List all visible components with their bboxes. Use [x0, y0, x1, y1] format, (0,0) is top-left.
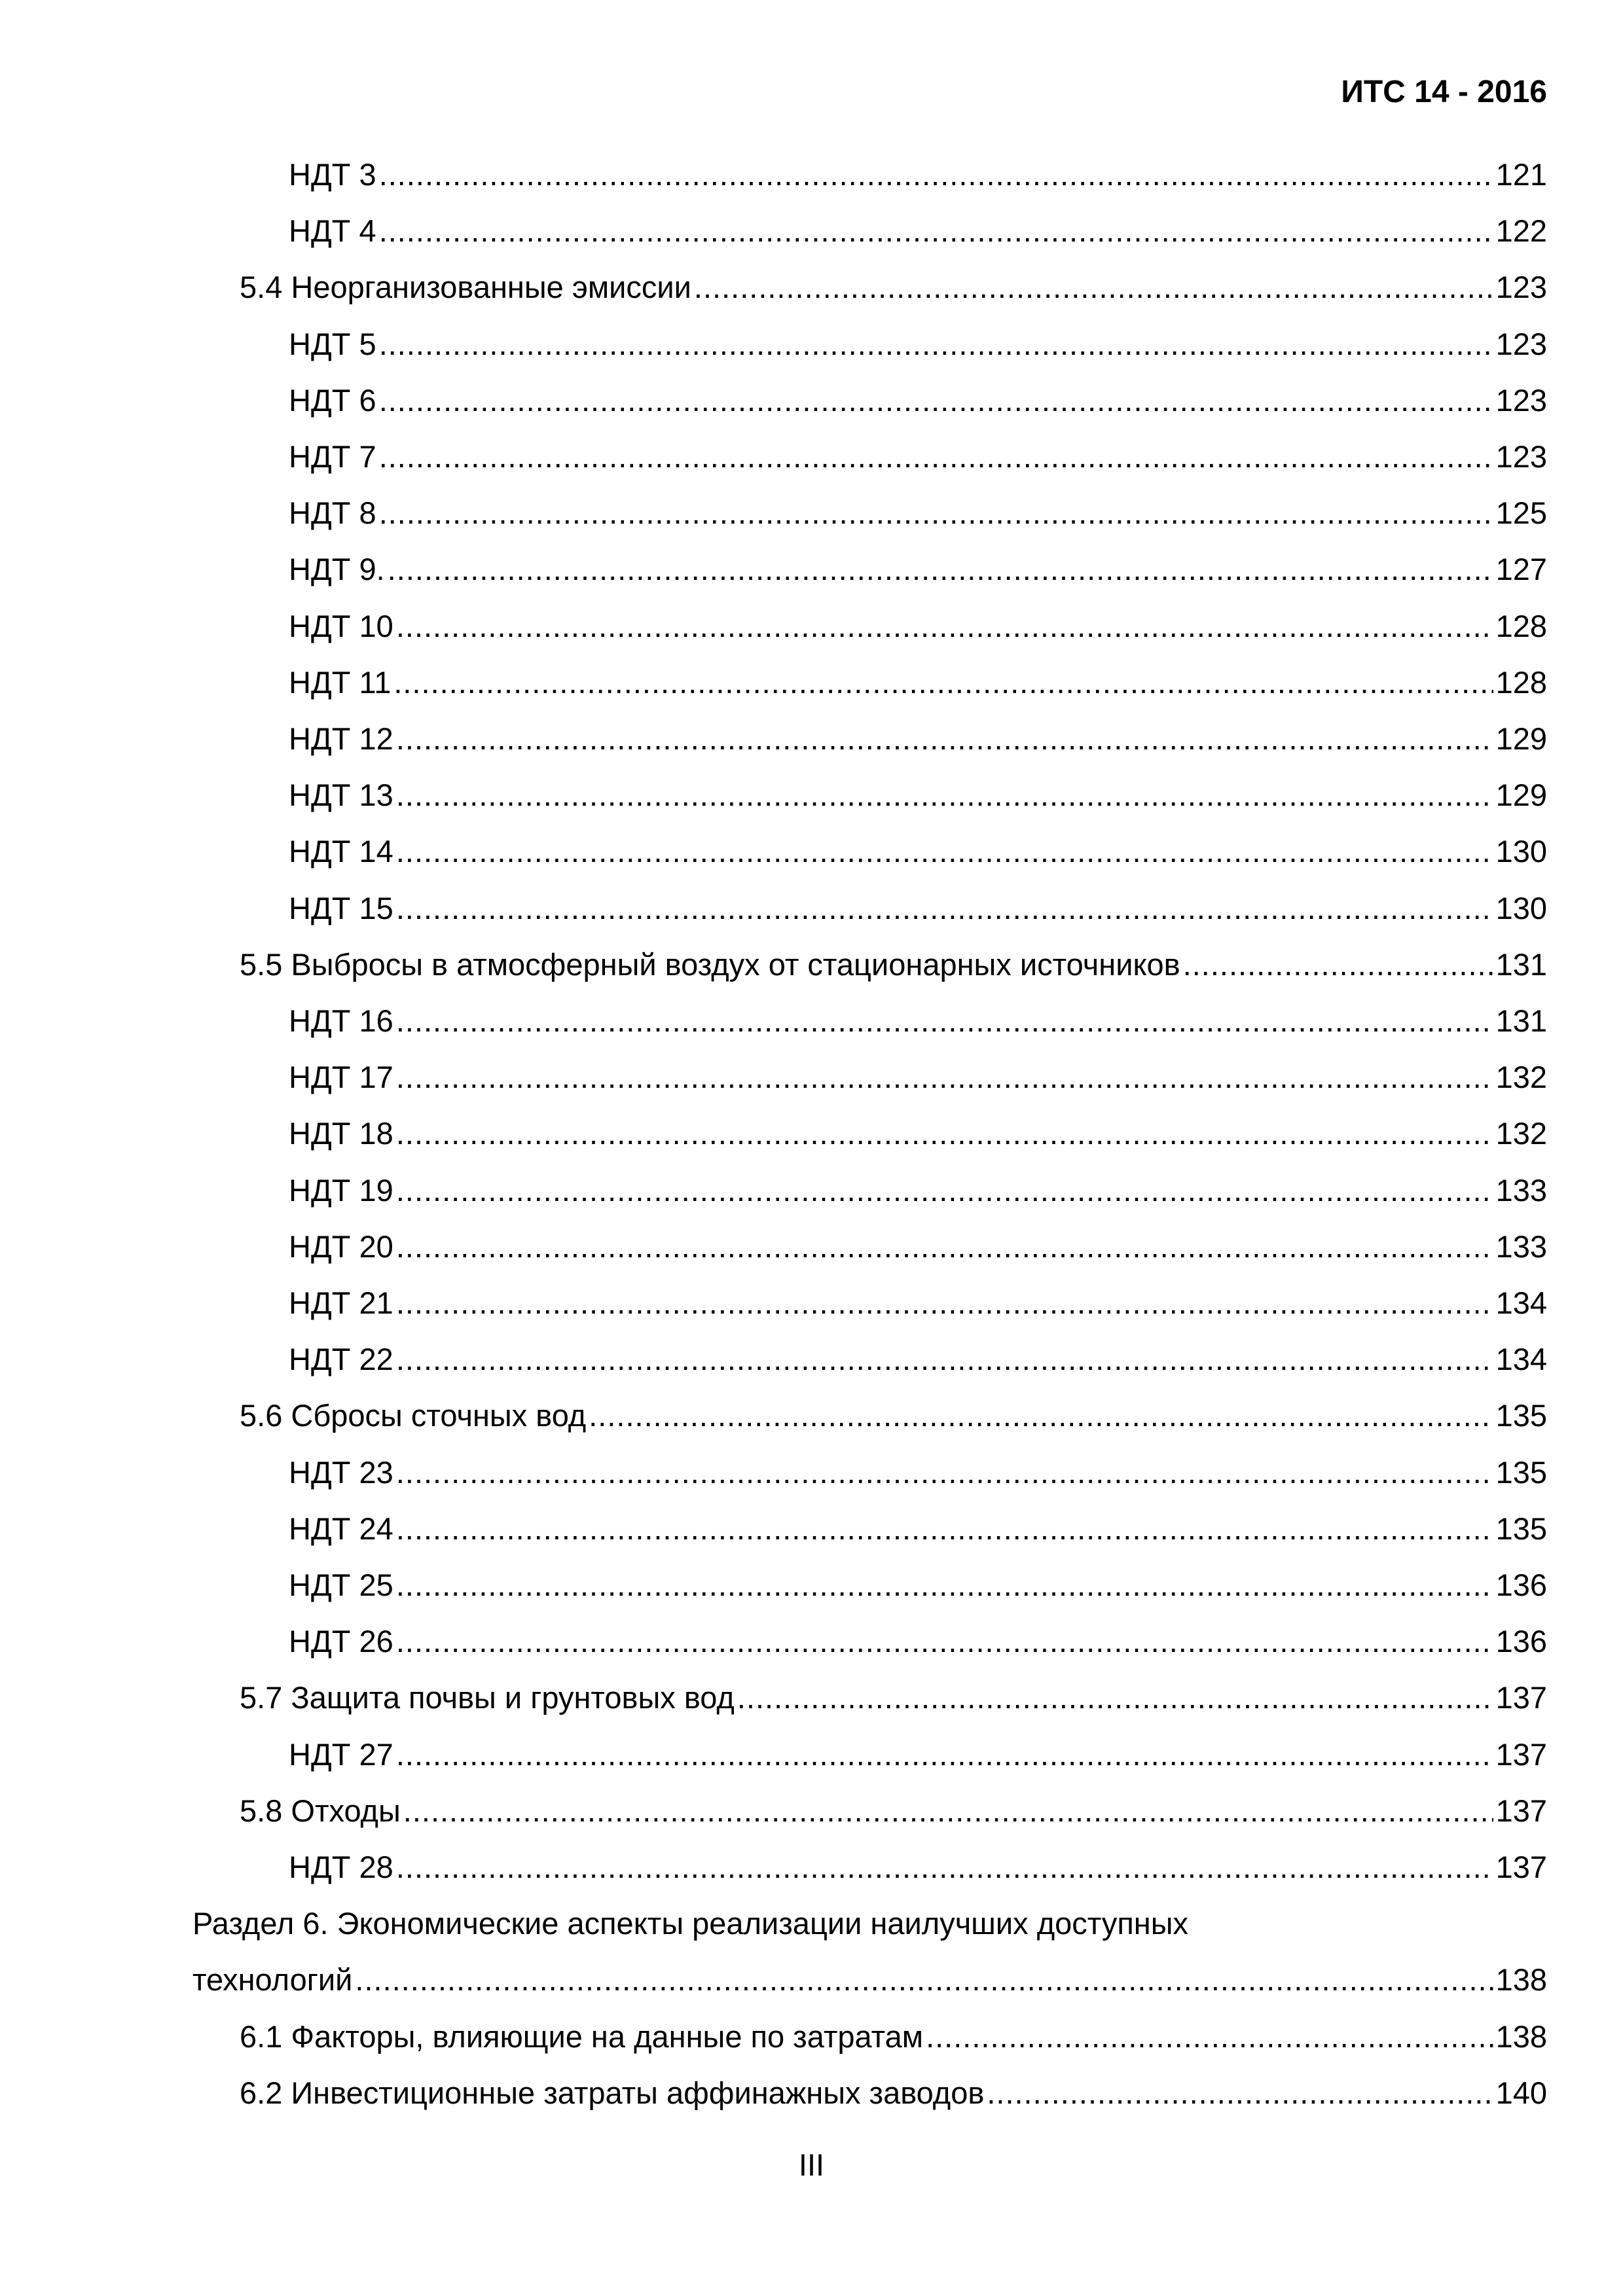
toc-leader-dots	[694, 259, 1493, 315]
toc-entry-page: 121	[1495, 157, 1547, 192]
toc-leader-dots	[396, 1049, 1493, 1105]
toc-entry[interactable]	[289, 541, 1547, 598]
toc-entry-title: 6.1 Факторы, влияющие на данные по затратам	[240, 2018, 924, 2054]
toc-entry-heading-line: Раздел 6. Экономические аспекты реализации наилучших доступных	[192, 1906, 1189, 1941]
toc-entry-page: 135	[1495, 1398, 1547, 1433]
toc-leader-dots	[393, 655, 1493, 711]
toc-entry-page: 136	[1495, 1568, 1547, 1602]
toc-leader-dots	[396, 1557, 1493, 1613]
toc-entry-page: 130	[1495, 890, 1547, 925]
toc-entry-page: 135	[1495, 1511, 1547, 1546]
toc-entry-page: 131	[1495, 1003, 1547, 1038]
toc-leader-dots	[396, 1219, 1493, 1275]
toc-leader-dots	[379, 147, 1493, 203]
toc-entry[interactable]	[289, 429, 1547, 485]
toc-entry[interactable]	[289, 1557, 1547, 1613]
toc-entry-title: НДТ 6	[289, 382, 376, 418]
toc-leader-dots	[926, 2009, 1493, 2065]
toc-entry-title: НДТ 10	[289, 608, 393, 643]
toc-entry-title: НДТ 17	[289, 1060, 393, 1095]
toc-entry-title: НДТ 4	[289, 213, 376, 249]
toc-entry[interactable]	[289, 880, 1547, 937]
toc-entry[interactable]	[289, 316, 1547, 372]
toc-entry-page: 137	[1495, 1793, 1547, 1828]
toc-leader-dots	[396, 1275, 1493, 1331]
toc-leader-dots	[396, 1162, 1493, 1219]
toc-leader-dots	[987, 2065, 1493, 2121]
toc-entry[interactable]	[289, 711, 1547, 767]
toc-entry-page: 129	[1495, 721, 1547, 756]
toc-leader-dots	[396, 1105, 1493, 1162]
toc-entry[interactable]	[289, 372, 1547, 429]
toc-entry-title: НДТ 25	[289, 1568, 393, 1602]
toc-entry-page: 133	[1495, 1229, 1547, 1264]
toc-entry-title: НДТ 28	[289, 1850, 393, 1884]
toc-entry[interactable]	[289, 147, 1547, 203]
toc-leader-dots	[1183, 937, 1493, 993]
toc-leader-dots	[379, 316, 1493, 372]
toc-entry-page: 122	[1495, 213, 1547, 249]
toc-entry-title: НДТ 12	[289, 721, 393, 756]
toc-entry[interactable]	[289, 1727, 1547, 1783]
toc-leader-dots	[379, 203, 1493, 259]
toc-entry[interactable]	[289, 767, 1547, 823]
toc-leader-dots	[396, 1727, 1493, 1783]
toc-entry-title: 5.6 Сбросы сточных вод	[240, 1398, 587, 1433]
toc-entry-page: 128	[1495, 608, 1547, 643]
toc-entry-title: технологий	[192, 1962, 353, 1998]
toc-leader-dots	[396, 1613, 1493, 1670]
toc-leader-dots	[589, 1388, 1493, 1444]
toc-entry[interactable]	[289, 1839, 1547, 1895]
toc-entry[interactable]	[289, 655, 1547, 711]
toc-leader-dots	[379, 485, 1493, 541]
toc-entry-page: 135	[1495, 1454, 1547, 1490]
page-number: III	[798, 2147, 825, 2182]
toc-entry-page: 137	[1495, 1850, 1547, 1884]
toc-entry-page: 130	[1495, 834, 1547, 869]
toc-entry[interactable]	[289, 1501, 1547, 1557]
document-code: ИТС 14 - 2016	[1341, 75, 1547, 109]
toc-entry-title: НДТ 21	[289, 1285, 393, 1320]
toc-entry-title: НДТ 23	[289, 1454, 393, 1490]
toc-entry[interactable]	[192, 1952, 1547, 2008]
toc-entry[interactable]	[289, 1613, 1547, 1670]
toc-entry-title: НДТ 3	[289, 157, 376, 192]
toc-entry[interactable]	[289, 1105, 1547, 1162]
toc-entry-page: 134	[1495, 1285, 1547, 1320]
toc-entry[interactable]	[289, 203, 1547, 259]
toc-entry-page: 132	[1495, 1060, 1547, 1095]
toc-entry[interactable]	[240, 937, 1547, 993]
toc-entry-title: НДТ 11	[289, 664, 392, 700]
toc-entry-title: 5.8 Отходы	[240, 1793, 401, 1828]
toc-entry-title: НДТ 5	[289, 326, 376, 361]
toc-entry-title: НДТ 27	[289, 1736, 393, 1772]
toc-entry-title: НДТ 24	[289, 1511, 393, 1546]
toc-leader-dots	[355, 1952, 1493, 2008]
toc-entry-page: 133	[1495, 1172, 1547, 1208]
toc-entry[interactable]	[240, 259, 1547, 315]
toc-entry-page: 140	[1495, 2075, 1547, 2110]
toc-entry-title: НДТ 7	[289, 439, 376, 474]
toc-entry-title: НДТ 26	[289, 1624, 393, 1659]
toc-entry-page: 134	[1495, 1342, 1547, 1377]
toc-leader-dots	[388, 541, 1493, 598]
toc-leader-dots	[396, 711, 1493, 767]
toc-entry-page: 123	[1495, 270, 1547, 305]
toc-entry-page: 137	[1495, 1680, 1547, 1715]
toc-entry-title: НДТ 15	[289, 890, 393, 925]
toc-entry-page: 123	[1495, 326, 1547, 361]
toc-entry[interactable]	[289, 485, 1547, 541]
toc-entry-page: 129	[1495, 778, 1547, 813]
toc-entry-page: 127	[1495, 552, 1547, 587]
toc-leader-dots	[396, 1839, 1493, 1895]
toc-entry[interactable]	[289, 993, 1547, 1049]
toc-entry-page: 123	[1495, 382, 1547, 418]
toc-entry-title: НДТ 19	[289, 1172, 393, 1208]
toc-entry[interactable]	[240, 1670, 1547, 1726]
toc-entry-page: 131	[1495, 946, 1547, 982]
toc-leader-dots	[379, 429, 1493, 485]
toc-entry[interactable]	[289, 1162, 1547, 1219]
toc-entry-page: 123	[1495, 439, 1547, 474]
toc-entry-page: 128	[1495, 664, 1547, 700]
toc-leader-dots	[396, 823, 1493, 880]
toc-entry-title: НДТ 16	[289, 1003, 393, 1038]
toc-leader-dots	[396, 993, 1493, 1049]
toc-entry-title: НДТ 22	[289, 1342, 393, 1377]
toc-entry[interactable]	[240, 2065, 1547, 2121]
toc-entry-page: 138	[1495, 2018, 1547, 2054]
toc-entry[interactable]	[289, 598, 1547, 655]
toc-entry-title: 6.2 Инвестиционные затраты аффинажных заводов	[240, 2075, 985, 2110]
toc-entry-page: 137	[1495, 1736, 1547, 1772]
toc-entry[interactable]	[289, 1444, 1547, 1501]
toc-entry[interactable]	[240, 2009, 1547, 2065]
toc-entry-title: 5.4 Неорганизованные эмиссии	[240, 270, 691, 305]
toc-entry-title: НДТ 18	[289, 1116, 393, 1151]
toc-entry-title: 5.5 Выбросы в атмосферный воздух от стационарных источников	[240, 946, 1180, 982]
toc-leader-dots	[396, 767, 1493, 823]
toc-leader-dots	[403, 1783, 1493, 1839]
toc-entry-title: НДТ 20	[289, 1229, 393, 1264]
toc-leader-dots	[379, 372, 1493, 429]
toc-entry[interactable]	[289, 1331, 1547, 1388]
toc-entry-page: 125	[1495, 495, 1547, 531]
toc-leader-dots	[396, 598, 1493, 655]
toc-leader-dots	[737, 1670, 1493, 1726]
toc-entry-page: 132	[1495, 1116, 1547, 1151]
toc-entry[interactable]	[240, 1388, 1547, 1444]
toc-leader-dots	[396, 1501, 1493, 1557]
toc-entry[interactable]	[289, 823, 1547, 880]
toc-entry[interactable]	[240, 1783, 1547, 1839]
toc-entry-page: 136	[1495, 1624, 1547, 1659]
toc-entry-title: НДТ 14	[289, 834, 393, 869]
toc-entry-title: НДТ 8	[289, 495, 376, 531]
toc-entry-title: НДТ 9.	[289, 552, 385, 587]
toc-leader-dots	[396, 1444, 1493, 1501]
toc-entry-title: 5.7 Защита почвы и грунтовых вод	[240, 1680, 735, 1715]
toc-leader-dots	[396, 1331, 1493, 1388]
toc-entry[interactable]	[289, 1219, 1547, 1275]
toc-entry-title: НДТ 13	[289, 778, 393, 813]
toc-entry-page: 138	[1495, 1962, 1547, 1998]
toc-entry[interactable]	[289, 1275, 1547, 1331]
toc-leader-dots	[396, 880, 1493, 937]
toc-entry[interactable]	[289, 1049, 1547, 1105]
